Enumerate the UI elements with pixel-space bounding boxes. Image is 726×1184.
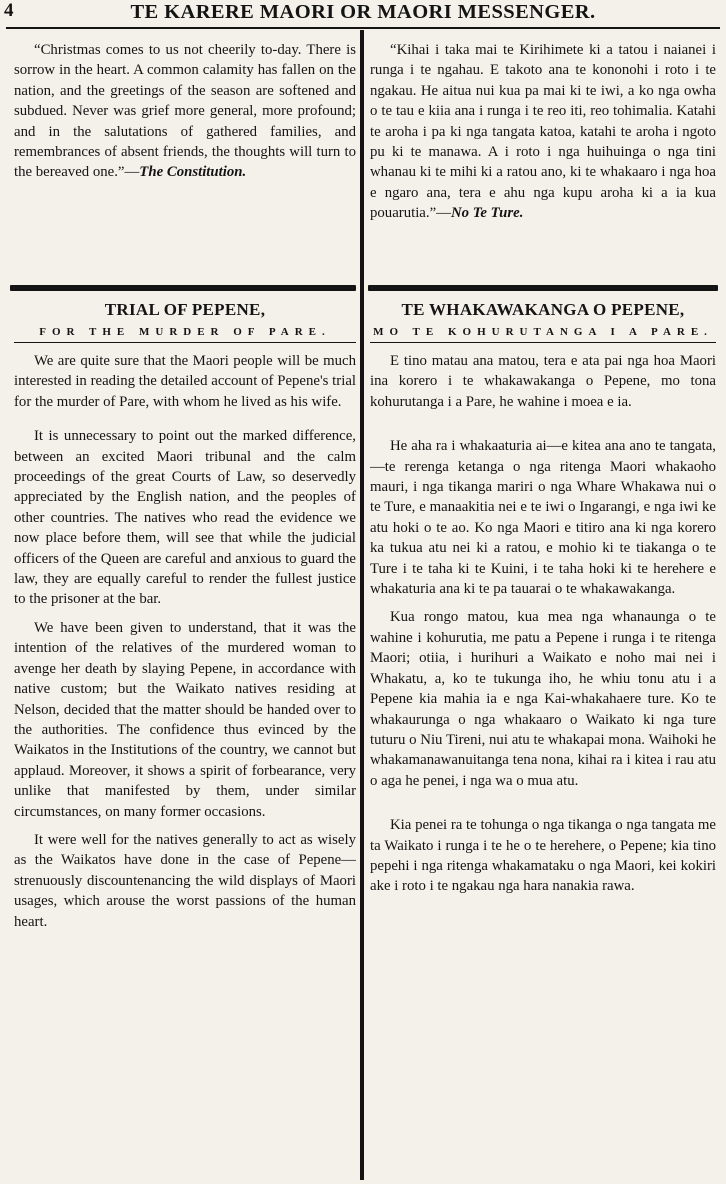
english-paragraph: We are quite sure that the Maori people will be much interested in reading the detailed account of Pepene's trial for the murder of Pare, with whom he lived as his wife. — [14, 353, 356, 410]
christmas-paragraph-english: “Christmas comes to us not cheerily to-day. There is sorrow in the heart. A common calamity has fallen on the nation, and the greetings of the season are softened and subdued. Never was grief more general, more profound; and in the salutations of gathered families, and remembrances of absent friends, the thoughts will turn to the bereaved one.”—The Constitution. — [14, 42, 356, 181]
english-paragraph: We have been given to understand, that it was the intention of the relatives of the murdered woman to avenge her death by slaying Pepene, in accordance with native custom; but the Waikato natives residing at Nelson, decided that the matter should be handed over to the authorities. The confidence thus evinced by the Waikatos in the Institutions of the country, we cannot but applaud. Moreover, it shows a spirit of forbearance, very unlike that manifested by them, under similar circumstances, on many former occasions. — [14, 619, 356, 820]
english-paragraph: It is unnecessary to point out the marked difference, between an excited Maori tribunal and the calm proceedings of the great Courts of Law, so deservedly appreciated by the English nation, and the peoples of other countries. The natives who read the evidence we now place before them, will see that while the judicial officers of the Queen are careful and anxious to guard the law, they are equally careful to render the fullest justice to the prisoner at the bar. — [14, 428, 356, 608]
christmas-quote-maori — [370, 40, 716, 224]
english-paragraph: It were well for the natives generally to act as wisely as the Waikatos have done in the case of Pepene—strenuously discountenancing the wild displays of Maori usages, which arouse the worst passions of the human heart. — [14, 831, 356, 930]
newspaper-title: TE KARERE MAORI OR MAORI MESSENGER. — [130, 1, 596, 23]
section-rule-left — [10, 285, 356, 291]
maori-paragraph: Kia penei ra te tohunga o nga tikanga o nga tangata me ta Waikato i runga i te he o te herehere, o Pepene; kia tino pepehi i nga ritenga whakamataku o nga Maori, kei kokiri ake i roto i te ngakau nga hara nanakia rawa. — [370, 817, 716, 895]
english-article-subtitle: FOR THE MURDER OF PARE. — [39, 326, 331, 338]
page-number: 4 — [4, 0, 14, 21]
masthead — [0, 0, 726, 30]
section-rule-right — [368, 285, 718, 291]
maori-article — [370, 300, 716, 1180]
christmas-quote-english — [14, 40, 356, 183]
english-article-title: TRIAL OF PEPENE, — [104, 300, 266, 319]
maori-article-title: TE WHAKAWAKANGA O PEPENE, — [401, 300, 685, 319]
english-article — [14, 300, 356, 1180]
christmas-source-english: The Constitution. — [139, 164, 247, 181]
maori-paragraph: He aha ra i whakaaturia ai—e kitea ana ano te tangata,—te rerenga ketanga o nga ritenga Maori whakaoho mauri, i nga tikanga mariri o nga Whare Whakawa nui o te Ture, e manaakitia nei e te iwi o Ingarangi, e nga iwi ke atu hoki o te ao. Ko nga Maori e titiro ana ki nga korero ka tukua atu nei ki a ratou, e mohio ki te tiakanga o te Ture i te taha ki te Kuini, i te taha hoki ki te herehere e whakaturia ana ki te pa tauarai o te whakawakanga. — [370, 438, 716, 598]
column-divider — [360, 30, 364, 1180]
maori-article-rule — [370, 342, 716, 343]
maori-paragraph: E tino matau ana matou, tera e ata pai nga hoa Maori ina korero i te whakawakanga o Pepene, mo tona kohurutanga i a Pare, he wahine i moea e ia. — [370, 353, 716, 410]
maori-article-subtitle: MO TE KOHURUTANGA I A PARE. — [373, 326, 713, 338]
masthead-rule — [6, 27, 720, 29]
maori-paragraph: Kua rongo matou, kua mea nga whanaunga o te wahine i kohurutia, me patu a Pepene i runga i te ritenga Maori; otiia, i hurihuri a Waikato e noho mai nei i Whakatu, a, ko te tukunga iho, he whiu tonu atu i a Pepene kia mahia ia e nga Kai-whakahaere ture. Ko te whakaurunga o nga whakaaro o Waikato ki nga ture tuturu o Niu Tireni, nui atu te whakapai mona. Waihoki he whakamanawanuitanga tena nona, kihai ra i kitea i rau atu o aga he penei, i nga wa o mua atu. — [370, 609, 716, 789]
english-article-rule — [14, 342, 356, 343]
christmas-source-maori: No Te Ture. — [450, 205, 524, 222]
christmas-paragraph-maori: “Kihai i taka mai te Kirihimete ki a tatou i naianei i runga i te ngahau. E takoto ana te kononohi i roto i te ngakau. He aitua nui kua pa mai ki te iwi, a ko nga owha o te tau e kiia ana i runga i te reo iti, reo tohimalia. Katahi te aroha i pa ki nga tangata katoa, katahi te aroha i ngoto pu ki te manawa. A i roto i nga huihuinga o nga tini whanau ki te mihi ki a ratou ano, ki te whakaaro i nga hoa e ngaro ana, tera e ahu nga kupu aroha ki a ia kua pouarutia.”—No Te Ture. — [370, 42, 716, 222]
